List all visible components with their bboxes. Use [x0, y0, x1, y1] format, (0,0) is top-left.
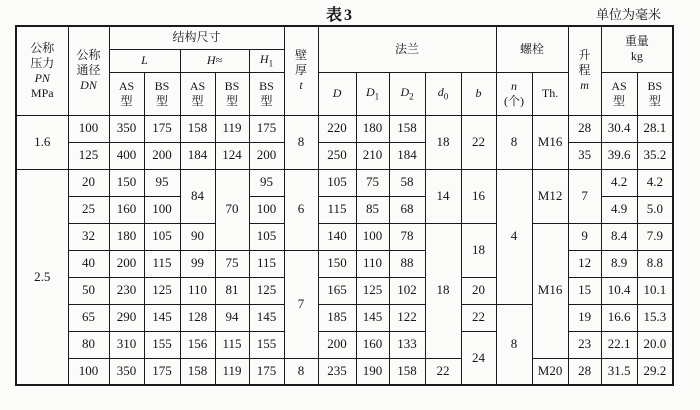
- cell-thread: M16: [532, 223, 568, 358]
- header-H-approx: H≈: [180, 49, 249, 72]
- cell-lift: 35: [568, 142, 601, 169]
- cell-weight-as: 10.4: [601, 277, 637, 304]
- cell-H1: 200: [249, 142, 284, 169]
- cell-dn: 65: [68, 304, 109, 331]
- cell-H-AS: 158: [180, 115, 215, 142]
- cell-D2: 88: [389, 250, 425, 277]
- header-D: D: [318, 72, 356, 115]
- cell-dn: 100: [68, 358, 109, 385]
- cell-n: 8: [496, 115, 532, 169]
- cell-L-AS: 230: [109, 277, 144, 304]
- header-H-bs-type: BS 型: [215, 72, 249, 115]
- cell-weight-as: 4.2: [601, 169, 637, 196]
- cell-H1: 105: [249, 223, 284, 250]
- cell-weight-as: 30.4: [601, 115, 637, 142]
- cell-D2: 58: [389, 169, 425, 196]
- cell-weight-as: 8.9: [601, 250, 637, 277]
- cell-b: 22: [461, 115, 496, 169]
- header-n: n (个): [496, 72, 532, 115]
- cell-D: 235: [318, 358, 356, 385]
- cell-L-AS: 180: [109, 223, 144, 250]
- cell-D: 220: [318, 115, 356, 142]
- cell-lift: 28: [568, 358, 601, 385]
- cell-D: 185: [318, 304, 356, 331]
- cell-dn: 100: [68, 115, 109, 142]
- cell-dn: 80: [68, 331, 109, 358]
- header-flange: 法兰: [318, 26, 496, 72]
- cell-weight-as: 31.5: [601, 358, 637, 385]
- cell-L-BS: 105: [144, 223, 180, 250]
- cell-weight-as: 22.1: [601, 331, 637, 358]
- cell-thread: M20: [532, 358, 568, 385]
- cell-D2: 102: [389, 277, 425, 304]
- cell-D2: 158: [389, 115, 425, 142]
- cell-D2: 158: [389, 358, 425, 385]
- header-H-as-type: AS 型: [180, 72, 215, 115]
- cell-D: 150: [318, 250, 356, 277]
- cell-D1: 160: [356, 331, 389, 358]
- cell-weight-bs: 20.0: [637, 331, 673, 358]
- header-nominal-diameter: 公称 通径 DN: [68, 26, 109, 115]
- cell-D1: 75: [356, 169, 389, 196]
- cell-dn: 125: [68, 142, 109, 169]
- cell-lift: 12: [568, 250, 601, 277]
- cell-dn: 40: [68, 250, 109, 277]
- cell-d0: 18: [425, 115, 461, 169]
- cell-L-BS: 95: [144, 169, 180, 196]
- cell-L-AS: 160: [109, 196, 144, 223]
- cell-weight-bs: 35.2: [637, 142, 673, 169]
- cell-D1: 125: [356, 277, 389, 304]
- header-L-as-type: AS 型: [109, 72, 144, 115]
- cell-thread: M16: [532, 115, 568, 169]
- header-wall-thickness: 壁 厚 t: [284, 26, 318, 115]
- cell-D1: 210: [356, 142, 389, 169]
- header-weight-as: AS 型: [601, 72, 637, 115]
- header-H1-bs-type: BS 型: [249, 72, 284, 115]
- cell-D1: 145: [356, 304, 389, 331]
- cell-b: 18: [461, 223, 496, 277]
- cell-lift: 9: [568, 223, 601, 250]
- cell-D2: 68: [389, 196, 425, 223]
- header-bolt: 螺栓: [496, 26, 568, 72]
- cell-H-BS: 70: [215, 169, 249, 250]
- unit-note: 单位为毫米: [596, 7, 662, 22]
- cell-weight-bs: 4.2: [637, 169, 673, 196]
- cell-t: 8: [284, 115, 318, 169]
- cell-H-BS: 94: [215, 304, 249, 331]
- cell-pn: 2.5: [16, 169, 68, 385]
- cell-weight-bs: 28.1: [637, 115, 673, 142]
- cell-b: 16: [461, 169, 496, 223]
- cell-lift: 7: [568, 169, 601, 223]
- cell-weight-bs: 29.2: [637, 358, 673, 385]
- cell-H1: 175: [249, 358, 284, 385]
- header-thread: Th.: [532, 72, 568, 115]
- cell-b: 20: [461, 277, 496, 304]
- cell-dn: 50: [68, 277, 109, 304]
- cell-D1: 100: [356, 223, 389, 250]
- cell-b: 24: [461, 331, 496, 385]
- cell-L-BS: 115: [144, 250, 180, 277]
- cell-D: 165: [318, 277, 356, 304]
- header-d0: $d_0$: [425, 72, 461, 115]
- cell-d0: 18: [425, 223, 461, 358]
- cell-L-AS: 310: [109, 331, 144, 358]
- cell-t: 6: [284, 169, 318, 250]
- cell-weight-as: 39.6: [601, 142, 637, 169]
- cell-D1: 85: [356, 196, 389, 223]
- cell-D1: 180: [356, 115, 389, 142]
- cell-H1: 95: [249, 169, 284, 196]
- cell-H-AS: 110: [180, 277, 215, 304]
- cell-D2: 184: [389, 142, 425, 169]
- cell-L-BS: 155: [144, 331, 180, 358]
- cell-L-AS: 350: [109, 358, 144, 385]
- cell-weight-bs: 15.3: [637, 304, 673, 331]
- header-b: b: [461, 72, 496, 115]
- cell-lift: 19: [568, 304, 601, 331]
- cell-dn: 32: [68, 223, 109, 250]
- cell-weight-bs: 8.8: [637, 250, 673, 277]
- header-lift: 升 程 m: [568, 26, 601, 115]
- cell-pn: 1.6: [16, 115, 68, 169]
- cell-D: 250: [318, 142, 356, 169]
- header-D2: $D_2$: [389, 72, 425, 115]
- cell-D: 105: [318, 169, 356, 196]
- cell-H1: 115: [249, 250, 284, 277]
- cell-L-BS: 175: [144, 115, 180, 142]
- cell-D: 140: [318, 223, 356, 250]
- cell-dn: 20: [68, 169, 109, 196]
- cell-L-BS: 125: [144, 277, 180, 304]
- cell-D1: 110: [356, 250, 389, 277]
- cell-H-AS: 128: [180, 304, 215, 331]
- cell-L-BS: 200: [144, 142, 180, 169]
- cell-D2: 133: [389, 331, 425, 358]
- cell-H-BS: 115: [215, 331, 249, 358]
- header-D1: $D_1$: [356, 72, 389, 115]
- cell-H1: 125: [249, 277, 284, 304]
- cell-L-BS: 175: [144, 358, 180, 385]
- cell-lift: 23: [568, 331, 601, 358]
- cell-H-AS: 84: [180, 169, 215, 223]
- cell-H-BS: 81: [215, 277, 249, 304]
- cell-weight-as: 4.9: [601, 196, 637, 223]
- cell-D: 115: [318, 196, 356, 223]
- cell-D1: 190: [356, 358, 389, 385]
- cell-H-AS: 184: [180, 142, 215, 169]
- cell-D: 200: [318, 331, 356, 358]
- cell-lift: 15: [568, 277, 601, 304]
- cell-d0: 14: [425, 169, 461, 223]
- cell-H-AS: 99: [180, 250, 215, 277]
- cell-weight-bs: 5.0: [637, 196, 673, 223]
- cell-L-BS: 100: [144, 196, 180, 223]
- cell-dn: 25: [68, 196, 109, 223]
- cell-lift: 28: [568, 115, 601, 142]
- cell-L-AS: 200: [109, 250, 144, 277]
- cell-H1: 155: [249, 331, 284, 358]
- cell-H-BS: 119: [215, 115, 249, 142]
- cell-b: 22: [461, 304, 496, 331]
- header-structure-dimensions: 结构尺寸: [109, 26, 284, 49]
- cell-H-AS: 90: [180, 223, 215, 250]
- cell-H1: 145: [249, 304, 284, 331]
- header-L: L: [109, 49, 180, 72]
- cell-H1: 175: [249, 115, 284, 142]
- cell-H1: 100: [249, 196, 284, 223]
- cell-weight-as: 16.6: [601, 304, 637, 331]
- cell-D2: 122: [389, 304, 425, 331]
- cell-t: 8: [284, 358, 318, 385]
- header-weight-bs: BS 型: [637, 72, 673, 115]
- cell-H-BS: 75: [215, 250, 249, 277]
- cell-L-AS: 290: [109, 304, 144, 331]
- cell-H-BS: 119: [215, 358, 249, 385]
- cell-L-AS: 400: [109, 142, 144, 169]
- cell-weight-as: 8.4: [601, 223, 637, 250]
- header-L-bs-type: BS 型: [144, 72, 180, 115]
- spec-table: [15, 25, 674, 386]
- cell-H-BS: 124: [215, 142, 249, 169]
- header-H1: $H_1$: [249, 49, 284, 72]
- cell-weight-bs: 10.1: [637, 277, 673, 304]
- cell-thread: M12: [532, 169, 568, 223]
- cell-L-AS: 350: [109, 115, 144, 142]
- cell-n: 8: [496, 304, 532, 385]
- cell-H-AS: 158: [180, 358, 215, 385]
- cell-H-AS: 156: [180, 331, 215, 358]
- cell-D2: 78: [389, 223, 425, 250]
- cell-d0: 22: [425, 358, 461, 385]
- cell-weight-bs: 7.9: [637, 223, 673, 250]
- cell-t: 7: [284, 250, 318, 358]
- header-nominal-pressure: 公称 压力 PN MPa: [16, 26, 68, 115]
- cell-L-BS: 145: [144, 304, 180, 331]
- table-title: 表3: [326, 7, 355, 24]
- cell-L-AS: 150: [109, 169, 144, 196]
- cell-n: 4: [496, 169, 532, 304]
- header-weight: 重量 kg: [601, 26, 673, 72]
